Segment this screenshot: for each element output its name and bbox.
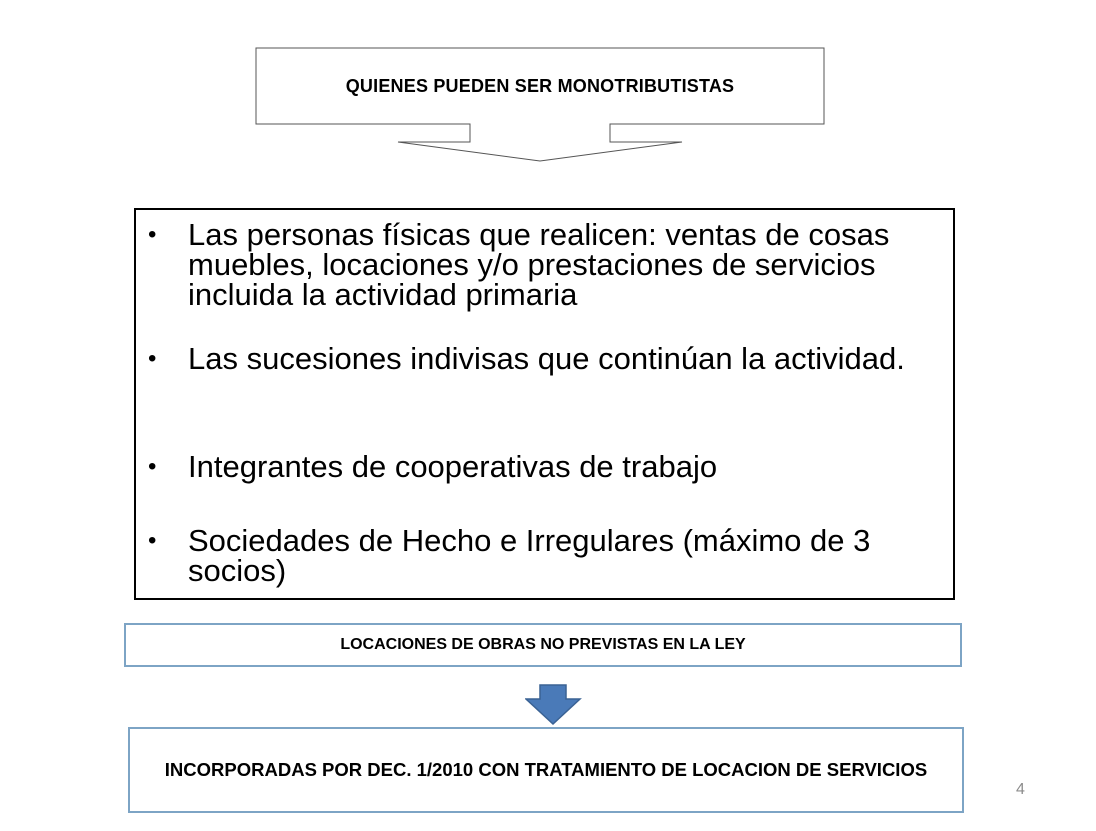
bullet-text: Sociedades de Hecho e Irregulares (máximo de 3 socios) — [188, 523, 871, 588]
list-item — [148, 449, 958, 484]
incorporadas-box — [128, 727, 964, 813]
bullet-icon: • — [148, 453, 157, 480]
bullet-icon: • — [148, 345, 157, 372]
bullet-text: Las sucesiones indivisas que continúan la actividad. — [188, 341, 905, 376]
bullet-icon: • — [148, 221, 157, 248]
locaciones-label: LOCACIONES DE OBRAS NO PREVISTAS EN LA LEY — [340, 636, 746, 653]
bullet-icon: • — [148, 527, 157, 554]
list-item — [148, 217, 958, 312]
locaciones-box — [124, 623, 962, 667]
header-callout — [0, 0, 1096, 170]
bullet-text: Integrantes de cooperativas de trabajo — [188, 449, 718, 484]
list-item — [148, 523, 958, 588]
list-item — [148, 341, 958, 376]
bullet-box — [134, 208, 955, 600]
incorporadas-label: INCORPORADAS POR DEC. 1/2010 CON TRATAMIENTO DE LOCACION DE SERVICIOS — [164, 759, 928, 780]
down-arrow-icon — [525, 683, 585, 727]
header-title: QUIENES PUEDEN SER MONOTRIBUTISTAS — [345, 75, 735, 96]
bullet-text: Las personas físicas que realicen: ventas de cosas muebles, locaciones y/o prestaciones de servicios incluida la actividad primaria — [188, 217, 890, 312]
page-number: 4 — [1016, 781, 1025, 798]
